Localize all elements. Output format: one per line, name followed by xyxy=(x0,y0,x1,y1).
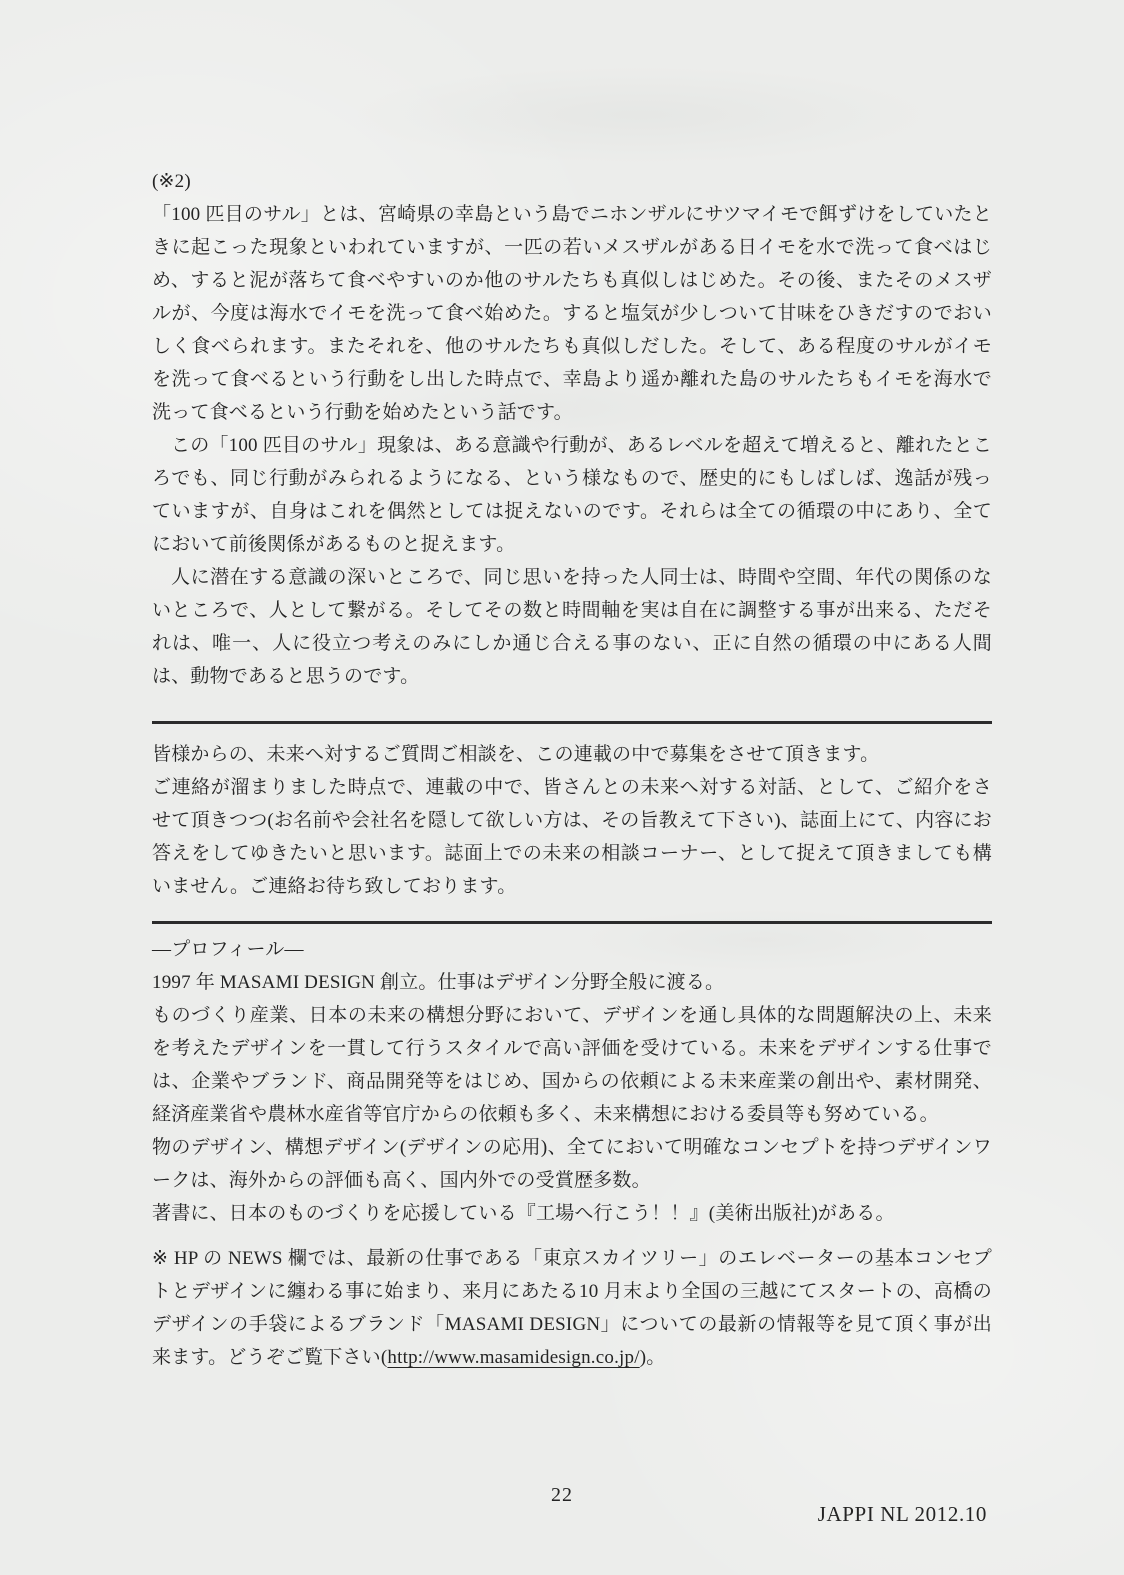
divider-top xyxy=(152,721,992,724)
paragraph-hundredth-monkey-story: 「100 匹目のサル」とは、宮崎県の幸島という島でニホンザルにサツマイモで餌ずけをしていたときに起こった現象といわれていますが、一匹の若いメスザルがある日イモを水で洗って食べはじめ、すると泥が落ちて食べやすいのか他のサルたちも真似しはじめた。その後、またそのメスザルが、今度は海水でイモを洗って食べ始めた。すると塩気が少しついて甘味をひきだすのでおいしく食べられます。またそれを、他のサルたちも真似しだした。そして、ある程度のサルがイモを洗って食べるという行動をし出した時点で、幸島より遥か離れた島のサルたちもイモを海水で洗って食べるという行動を始めたという話です。 xyxy=(152,204,992,423)
hp-news-text-closing: )。 xyxy=(639,1347,666,1368)
issue-label: JAPPI NL 2012.10 xyxy=(817,1502,987,1526)
profile-heading: ―プロフィール― xyxy=(152,939,304,960)
profile-book-line: 著書に、日本のものづくりを応援している『工場へ行こう！！』(美術出版社)がある。 xyxy=(152,1203,895,1224)
paragraph-phenomenon-interpretation: この「100 匹目のサル」現象は、ある意識や行動が、あるレベルを超えて増えると、離れたところでも、同じ行動がみられるようになる、という様なもので、歴史的にもしばしば、逸話が残っていますが、自身はこれを偶然としては捉えないのです。それらは全ての循環の中にあり、全てにおいて前後関係があるものと捉えます。 xyxy=(152,435,992,555)
profile-career-paragraph: ものづくり産業、日本の未来の構想分野において、デザインを通し具体的な問題解決の上、未来を考えたデザインを一貫して行うスタイルで高い評価を受けている。未来をデザインする仕事では、企業やブランド、商品開発等をはじめ、国からの依頼による未来産業の創出や、素材開発、経済産業省や農林水産省等官庁からの依頼も多く、未来構想における委員等も努めている。 xyxy=(152,1005,992,1125)
divider-bottom xyxy=(152,921,992,924)
invitation-body-paragraph: ご連絡が溜まりました時点で、連載の中で、皆さんとの未来へ対する対話、として、ご紹介をさせて頂きつつ(お名前や会社名を隠して欲しい方は、その旨教えて下さい)、誌面上にて、内容にお答えをしてゆきたいと思います。誌面上での未来の相談コーナー、として捉えて頂きましても構いません。ご連絡お待ち致しております。 xyxy=(152,777,992,897)
paragraph-latent-consciousness: 人に潜在する意識の深いところで、同じ思いを持った人同士は、時間や空間、年代の関係のないところで、人として繋がる。そしてその数と時間軸を実は自在に調整する事が出来る、ただそれは、唯一、人に役立つ考えのみにしか通じ合える事のない、正に自然の循環の中にある人間は、動物であると思うのです。 xyxy=(152,567,992,687)
website-link[interactable]: http://www.masamidesign.co.jp/ xyxy=(387,1347,640,1368)
profile-designwork-paragraph: 物のデザイン、構想デザイン(デザインの応用)、全てにおいて明確なコンセプトを持つデザインワークは、海外からの評価も高く、国内外での受賞歴多数。 xyxy=(152,1137,992,1191)
hp-news-text: ※ HP の NEWS 欄では、最新の仕事である「東京スカイツリー」のエレベーターの基本コンセプトとデザインに纏わる事に始まり、来月にあたる10 月末より全国の三越にてスタートの、高橋のデザインの手袋によるブランド「MASAMI DESIGN」についての最新の情報等を見て頂く事が出来ます。どうぞご覧下さい( xyxy=(152,1248,992,1368)
invitation-intro-line: 皆様からの、未来へ対するご質問ご相談を、この連載の中で募集をさせて頂きます。 xyxy=(152,744,880,765)
page-number: 22 xyxy=(551,1484,573,1506)
hp-news-paragraph xyxy=(152,1242,992,1374)
article-body xyxy=(152,165,992,1374)
footnote-label: (※2) xyxy=(152,171,191,192)
profile-founding-line: 1997 年 MASAMI DESIGN 創立。仕事はデザイン分野全般に渡る。 xyxy=(152,972,725,993)
